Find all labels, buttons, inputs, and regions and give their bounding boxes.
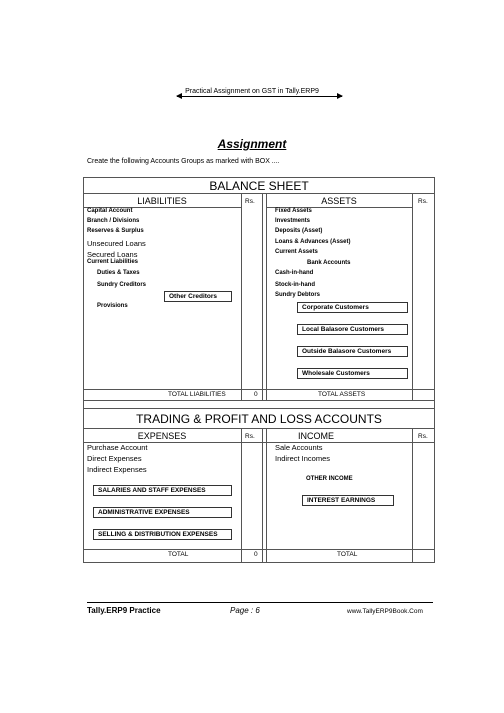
group-box: Corporate Customers	[297, 302, 408, 313]
rs-header: Rs.	[245, 198, 255, 205]
trading-title: TRADING & PROFIT AND LOSS ACCOUNTS	[136, 412, 382, 426]
group-box: Local Balasore Customers	[297, 324, 408, 335]
divider	[83, 193, 435, 194]
total-liabilities-label: TOTAL LIABILITIES	[168, 391, 226, 398]
divider	[262, 428, 263, 563]
list-item: Sale Accounts	[275, 443, 323, 452]
divider	[412, 428, 413, 563]
group-box: Wholesale Customers	[297, 368, 408, 379]
divider	[83, 400, 435, 401]
liabilities-header: LIABILITIES	[137, 196, 187, 206]
rs-header: Rs.	[245, 433, 255, 440]
list-item: Deposits (Asset)	[275, 228, 323, 234]
footer-left: Tally.ERP9 Practice	[87, 606, 161, 615]
list-item: Indirect Incomes	[275, 454, 331, 463]
list-item: Investments	[275, 218, 311, 224]
total-left-value: 0	[254, 551, 258, 558]
divider	[83, 549, 435, 550]
divider	[83, 428, 435, 429]
list-item: Fixed Assets	[275, 208, 312, 214]
header-double-arrow-icon	[177, 96, 342, 97]
group-box: Other Creditors	[164, 291, 232, 302]
list-item: Current Liabilities	[87, 259, 139, 265]
divider	[83, 389, 435, 390]
group-box: SALARIES AND STAFF EXPENSES	[93, 485, 232, 496]
list-item: Sundry Debtors	[275, 292, 321, 298]
total-left-label: TOTAL	[168, 551, 189, 558]
divider	[412, 193, 413, 400]
balance-sheet-title: BALANCE SHEET	[209, 179, 309, 193]
total-assets-label: TOTAL ASSETS	[318, 391, 366, 398]
divider	[241, 428, 242, 563]
list-item: Duties & Taxes	[97, 270, 140, 276]
income-header: INCOME	[298, 431, 334, 441]
other-income-label: OTHER INCOME	[306, 476, 353, 482]
footer-divider	[87, 602, 433, 603]
divider	[266, 428, 267, 563]
footer-page-number: Page : 6	[230, 606, 260, 615]
divider	[241, 193, 242, 400]
list-item: Bank Accounts	[307, 260, 351, 266]
rs-header: Rs.	[418, 433, 428, 440]
list-item: Current Assets	[275, 249, 318, 255]
list-item: Purchase Account	[87, 443, 148, 452]
divider	[83, 408, 435, 409]
list-item: Secured Loans	[87, 250, 138, 259]
assets-header: ASSETS	[321, 196, 357, 206]
page-header: Practical Assignment on GST in Tally.ERP9	[185, 88, 319, 95]
list-item: Indirect Expenses	[87, 465, 147, 474]
list-item: Stock-in-hand	[275, 282, 315, 288]
group-box: SELLING & DISTRIBUTION EXPENSES	[93, 529, 232, 540]
group-box: INTEREST EARNINGS	[302, 495, 394, 506]
list-item: Reserves & Surplus	[87, 228, 144, 234]
list-item: Cash-in-hand	[275, 270, 314, 276]
rs-header: Rs.	[418, 198, 428, 205]
divider	[262, 193, 263, 400]
page-title: Assignment	[217, 137, 287, 151]
total-right-label: TOTAL	[337, 551, 358, 558]
total-liabilities-value: 0	[254, 391, 258, 398]
divider	[266, 193, 267, 400]
list-item: Unsecured Loans	[87, 239, 146, 248]
list-item: Sundry Creditors	[97, 282, 147, 288]
group-box: Outside Balasore Customers	[297, 346, 408, 357]
list-item: Branch / Divisions	[87, 218, 140, 224]
list-item: Capital Account	[87, 208, 133, 214]
expenses-header: EXPENSES	[137, 431, 187, 441]
instruction-text: Create the following Accounts Groups as marked with BOX ....	[87, 158, 280, 165]
list-item: Loans & Advances (Asset)	[275, 239, 351, 245]
list-item: Direct Expenses	[87, 454, 142, 463]
footer-website: www.TallyERP9Book.Com	[347, 608, 423, 615]
list-item: Provisions	[97, 303, 128, 309]
group-box: ADMINISTRATIVE EXPENSES	[93, 507, 232, 518]
